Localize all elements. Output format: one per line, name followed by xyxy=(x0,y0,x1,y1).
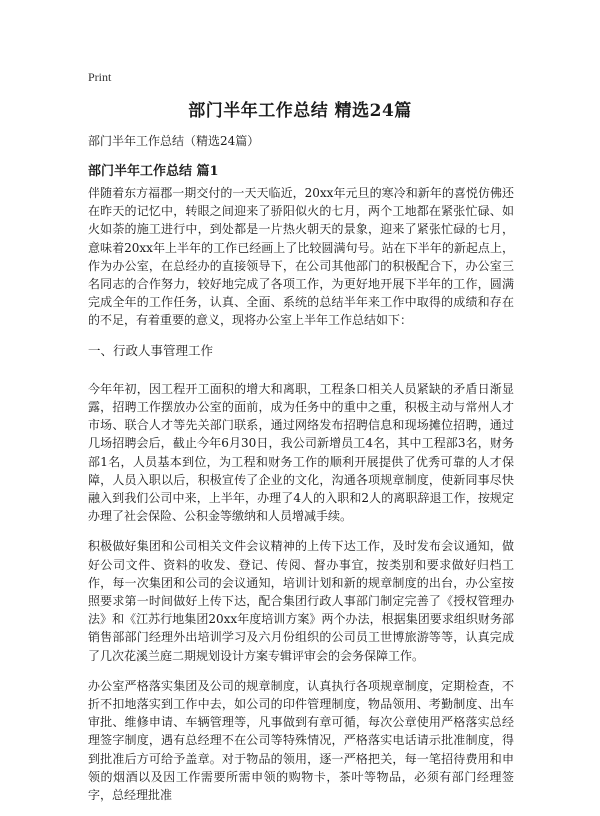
document-title: 部门半年工作总结 精选24篇 xyxy=(188,101,412,121)
subheading-admin-hr: 一、行政人事管理工作 xyxy=(88,342,214,358)
document-body xyxy=(88,184,514,816)
paragraph-recruitment: 今年年初，因工程开工面积的增大和离职，工程条口相关人员紧缺的矛盾日渐显露，招聘工作摆放办公室的面前，成为任务中的重中之重，积极主动与常州人才市场、联合人才等先关部门联系，通过网络发布招聘信息和现场摊位招聘，通过几场招聘会后，截止今年6月30日，我公司新增员工4名，其中工程部3名，财务部1名，人员基本到位，为工程和财务工作的顺利开展提供了优秀可靠的人才保障，人员入职以后，积极宣传了企业的文化，沟通各项规章制度，使新同事尽快融入到我们公司中来，上半年，办理了4人的入职和2人的离职辞退工作，按规定办理了社会保险、公积金等缴纳和人员增减手续。 xyxy=(88,381,514,524)
print-label[interactable]: Print xyxy=(88,70,112,84)
paragraph-regulations: 办公室严格落实集团及公司的规章制度，认真执行各项规章制度，定期检查，不折不扣地落实到工作中去，如公司的印件管理制度，物品领用、考勤制度、出车审批、维修申请、车辆管理等，凡事做到有章可循，每次公章使用严格落实总经理签字制度，遇有总经理不在公司等特殊情况，严格落实电话请示批准制度，得到批准后方可给予盖章。对于物品的领用，逐一严格把关，每一笔招待费用和申领的烟酒以及因工作需要所需申领的购物卡，茶叶等物品，必须有部门经理签字，总经理批准 xyxy=(88,678,514,803)
paragraph-documents: 积极做好集团和公司相关文件会议精神的上传下达工作，及时发布会议通知，做好公司文件、资料的收发、登记、传阅、督办事宜，按类别和要求做好归档工作，每一次集团和公司的会议通知，培训计划和新的规章制度的出台，办公室按照要求第一时间做好上传下达，配合集团行政人事部门制定完善了《授权管理办法》和《江苏行地集团20xx年度培训方案》两个办法，根据集团要求组织财务部销售部部门经理外出培训学习及六月份组织的公司员工世博旅游等等，认真完成了几次花溪兰庭二期规划设计方案专辑评审会的会务保障工作。 xyxy=(88,539,514,663)
paragraph-intro: 伴随着东方福郡一期交付的一天天临近，20xx年元旦的寒冷和新年的喜悦仿佛还在昨天的记忆中，转眼之间迎来了骄阳似火的七月，两个工地都在紧张忙碌、如火如荼的施工进行中，到处都是一片热火朝天的景象，迎来了紧张忙碌的七月，意味着20xx年上半年的工作已经画上了比较圆满句号。站在下半年的新起点上，作为办公室，在总经办的直接领导下，在公司其他部门的积极配合下，办公室三名同志的合作努力，较好地完成了各项工作，为更好地开展下半年的工作，圆满完成全年的工作任务，认真、全面、系统的总结半年来工作中取得的成绩和存在的不足，有着重要的意义，现将办公室上半年工作总结如下： xyxy=(88,186,514,328)
document-subtitle: 部门半年工作总结（精选24篇） xyxy=(88,134,260,148)
section-heading: 部门半年工作总结 篇1 xyxy=(88,164,219,179)
